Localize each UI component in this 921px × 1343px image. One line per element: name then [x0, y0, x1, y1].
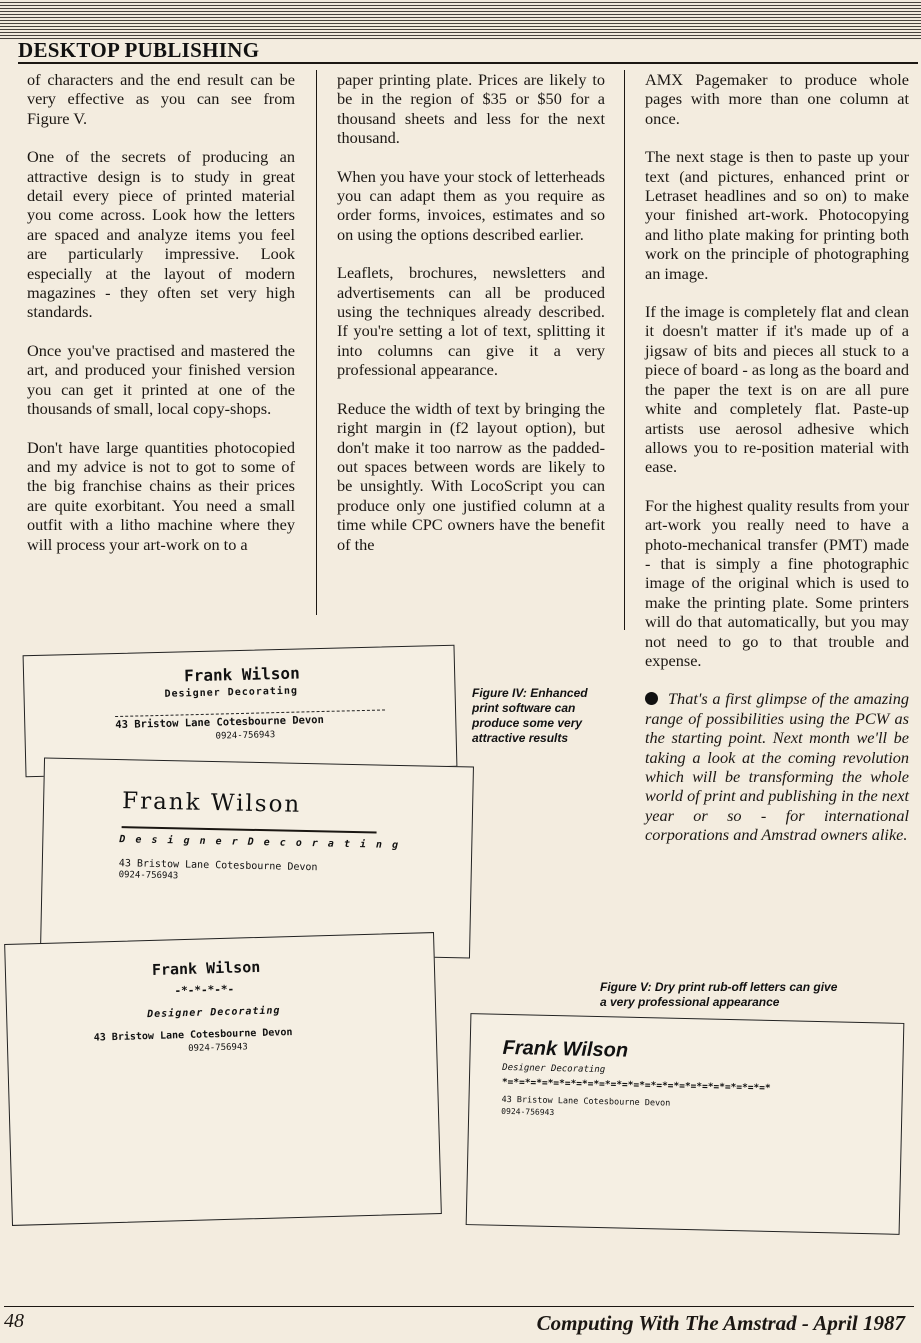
letterhead-subtitle: Designer Decorating: [147, 1005, 281, 1021]
letterhead-name: Frank Wilson: [502, 1036, 629, 1062]
figure-iv-caption: Figure IV: Enhanced print software can produce some very attractive results: [472, 686, 588, 745]
paragraph: AMX Pagemaker to produce whole pages with more than one column at once.: [645, 70, 909, 128]
paragraph: One of the secrets of producing an attractive design is to study in great detail every piece of printed material you come across. Look how the letters are spaced and analyze items you feel are particularly impressive. Look especially at the layout of modern magazines - they often set very high standards.: [27, 147, 295, 322]
letterhead-name: Frank Wilson: [121, 788, 302, 818]
letterhead-subtitle: Designer Decorating: [502, 1062, 606, 1076]
letterhead-rule: *=*=*=*=*=*=*=*=*=*=*=*=*=*=*=*=*=*=*=*=*=*=*=*: [501, 1076, 771, 1094]
paragraph: For the highest quality results from your art-work you really need to have a photo-mechanical transfer (PMT) made - that is simply a fine photographic image of the original which is used to make the printing plate. Some printers will do that automatically, but you may not need to go to that trouble and expense.: [645, 495, 909, 670]
letterhead-address: 43 Bristow Lane Cotesbourne Devon: [115, 709, 385, 731]
column-divider-2: [624, 70, 625, 630]
letterhead-name: Frank Wilson: [151, 957, 261, 979]
closing-text: That's a first glimpse of the amazing range of possibilities using the PCW as the starting point. Next month we'll be taking a look at the coming revolution which will be transforming the whole world of print and publishing in the next year or so - for international corporations and Amstrad owners alike.: [645, 689, 909, 845]
paragraph: When you have your stock of letterheads you can adapt them as you require as order forms, invoices, estimates and so on using the options described earlier.: [337, 166, 605, 244]
closing-paragraph: [645, 689, 909, 844]
paragraph: of characters and the end result can be very effective as you can see from Figure V.: [27, 70, 295, 128]
paragraph: Once you've practised and mastered the art, and produced your finished version you can get it printed at one of the thousands of small, local copy-shops.: [27, 340, 295, 419]
bullet-icon: [645, 692, 658, 705]
letterhead-subtitle: D e s i g n e r D e c o r a t i n g: [119, 834, 401, 851]
paragraph: Leaflets, brochures, newsletters and advertisements can all be produced using the techniques already described. If you're setting a lot of text, splitting it into columns can give it a very professional appearance.: [337, 263, 605, 380]
magazine-footer: Computing With The Amstrad - April 1987: [536, 1311, 905, 1335]
letterhead-name: Frank Wilson: [183, 663, 300, 686]
letterhead-address: 43 Bristow Lane Cotesbourne Devon: [93, 1027, 293, 1044]
article-column-3: [645, 70, 909, 864]
letterhead-rule: [122, 826, 377, 833]
letterhead-sample-3: [4, 932, 442, 1226]
letterhead-address: 43 Bristow Lane Cotesbourne Devon: [501, 1094, 671, 1109]
paragraph: Reduce the width of text by bringing the right margin in (f2 layout option), but don't make it too narrow as the padded-out spaces between words are likely to be unsightly. With LocoScript you can produce only one justified column at a time while CPC owners have the benefit of the: [337, 398, 605, 554]
paragraph: The next stage is then to paste up your text (and pictures, enhanced print or Letraset headlines and so on) to make your finished art-work. Photocopying and litho plate making for printing both work on the principle of photographing an image.: [645, 147, 909, 283]
paragraph: If the image is completely flat and clean it doesn't matter if it's made up of a jigsaw of bits and pieces all stuck to a piece of board - as long as the board and the paper the text is on are all pure white and completely flat. Paste-up artists use aerosol adhesive which allows you to re-position material with ease.: [645, 302, 909, 477]
letterhead-sample-2: [40, 758, 474, 959]
letterhead-address: 43 Bristow Lane Cotesbourne Devon: [118, 858, 318, 874]
section-header: DESKTOP PUBLISHING: [18, 38, 260, 62]
letterhead-subtitle: Designer Decorating: [164, 685, 299, 700]
letterhead-sample-1: [23, 645, 458, 778]
header-rule: [18, 62, 918, 64]
top-decorative-band: [0, 0, 921, 40]
footer-rule: [4, 1306, 914, 1307]
letterhead-phone: 0924-756943: [188, 1042, 248, 1054]
article-column-2: [337, 70, 605, 573]
letterhead-phone: 0924-756943: [215, 730, 276, 742]
article-column-1: [27, 70, 295, 573]
figure-v-caption: Figure V: Dry print rub-off letters can give a very professional appearance: [600, 980, 838, 1009]
column-divider-1: [316, 70, 317, 615]
letterhead-sample-4: [466, 1013, 905, 1235]
paragraph: Don't have large quantities photocopied and my advice is not to got to some of the big franchise chains as their prices are quite exorbitant. You need a small outfit with a litho machine where they will process your art-work on to a: [27, 437, 295, 554]
letterhead-phone: 0924-756943: [501, 1106, 555, 1118]
letterhead-stars: -*-*-*-*-: [174, 982, 235, 998]
letterhead-phone: 0924-756943: [118, 870, 179, 882]
paragraph: paper printing plate. Prices are likely to be in the region of $35 or $50 for a thousand sheets and less for the next thousand.: [337, 70, 605, 148]
page-number: 48: [4, 1310, 24, 1332]
